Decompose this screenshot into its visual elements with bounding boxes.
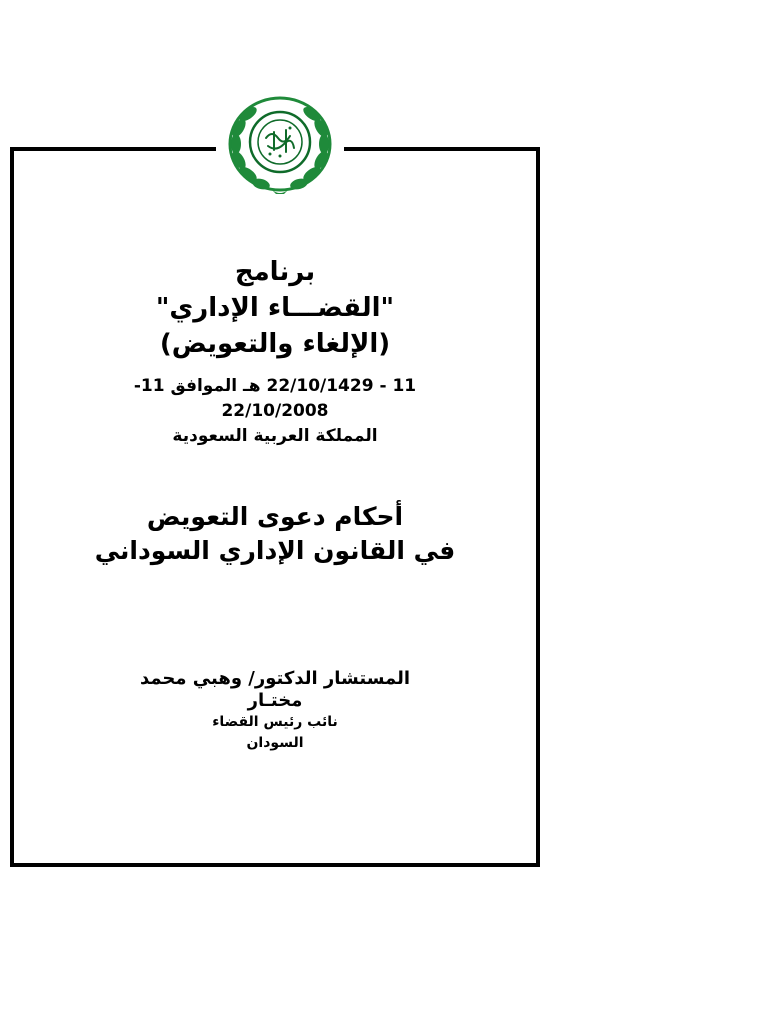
paper-topic-title [20,500,530,568]
organization-seal-logo [216,92,344,200]
location-country: المملكة العربية السعودية [172,426,378,446]
date-line-2: 22/10/2008 [221,401,329,421]
author-name-line-2: مختـار [247,690,303,711]
author-name-line-1: المستشار الدكتور/ وهبي محمد [139,668,411,689]
program-dates [20,374,530,449]
topic-line-1: أحكام دعوى التعويض [146,502,404,531]
program-heading [20,254,530,362]
author-country: السودان [246,735,304,751]
program-title: "القضـــاء الإداري" [155,293,395,323]
date-line-1: 11 - 22/10/1429 هـ الموافق 11- [133,376,417,396]
author-position: نائب رئيس القضاء [212,714,338,730]
program-label: برنامج [234,257,316,287]
program-subtitle: (الإلغاء والتعويض) [159,329,391,359]
author-block [20,668,530,754]
topic-line-2: في القانون الإداري السوداني [94,536,456,565]
seal-emblem-icon [224,94,336,198]
